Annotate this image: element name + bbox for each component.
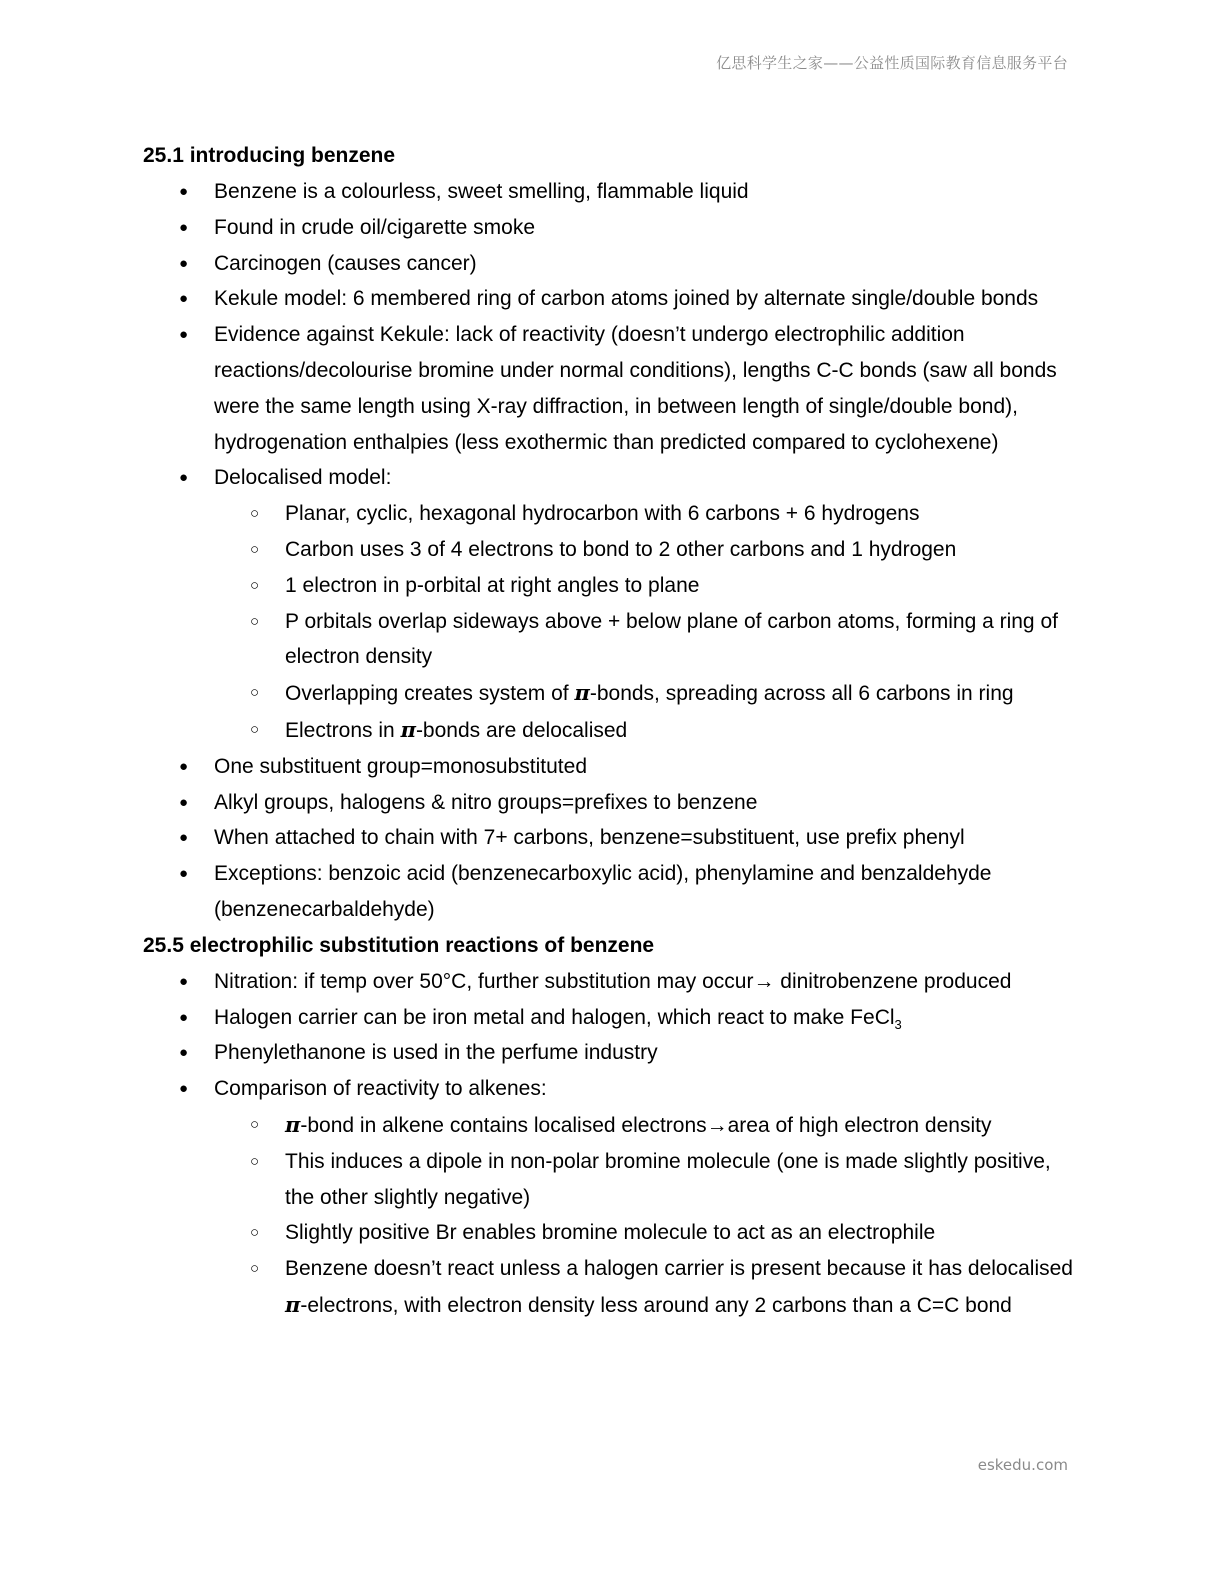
subscript: 3 [894, 1016, 902, 1032]
sub-list-item [214, 1251, 1083, 1324]
list-item: ● Carcinogen (causes cancer) [143, 246, 1083, 282]
text-segment: Halogen carrier can be iron metal and halogen, which react to make FeCl [214, 1005, 895, 1029]
pi-symbol: π [574, 680, 590, 706]
list-item [143, 1000, 1083, 1036]
bullet-list [143, 964, 1083, 1324]
sub-list-item: ○ Carbon uses 3 of 4 electrons to bond to 2 other carbons and 1 hydrogen [214, 532, 1083, 568]
sub-list-item: ○ Slightly positive Br enables bromine molecule to act as an electrophile [214, 1215, 1083, 1251]
text-segment: -bond in alkene contains localised electrons→area of high electron density [300, 1113, 992, 1137]
sub-list-item: ○ P orbitals overlap sideways above + below plane of carbon atoms, forming a ring of electron density [214, 604, 1083, 676]
sub-list-item [214, 712, 1083, 749]
sub-list-item [214, 1107, 1083, 1144]
list-item: ● Kekule model: 6 membered ring of carbon atoms joined by alternate single/double bonds [143, 281, 1083, 317]
list-item-label: Delocalised model: [214, 466, 392, 490]
section-heading-electrophilic-substitution: 25.5 electrophilic substitution reactions of benzene [143, 933, 655, 957]
list-item: ● When attached to chain with 7+ carbons, benzene=substituent, use prefix phenyl [143, 820, 1083, 856]
list-item-delocalised-model [143, 460, 1083, 748]
sub-list [214, 496, 1083, 749]
sub-list-item [214, 675, 1083, 712]
page-header: 亿思科学生之家——公益性质国际教育信息服务平台 [716, 54, 1068, 72]
list-item: ● Exceptions: benzoic acid (benzenecarboxylic acid), phenylamine and benzaldehyde (benzenecarbaldehyde) [143, 856, 1083, 928]
text-segment: -bonds, spreading across all 6 carbons in ring [589, 682, 1014, 706]
list-item: ● Benzene is a colourless, sweet smelling, flammable liquid [143, 174, 1083, 210]
sub-list-item: ○ 1 electron in p-orbital at right angles to plane [214, 568, 1083, 604]
text-segment: Overlapping creates system of [285, 682, 575, 706]
list-item-label: Comparison of reactivity to alkenes: [214, 1077, 547, 1101]
pi-symbol: π [285, 1291, 301, 1317]
pi-symbol: π [285, 1111, 301, 1137]
text-segment: -electrons, with electron density less around any 2 carbons than a C=C bond [300, 1293, 1012, 1317]
section-heading-benzene: 25.1 introducing benzene [143, 144, 396, 167]
text-segment: Benzene doesn’t react unless a halogen carrier is present because it has delocalised [285, 1257, 1073, 1281]
page-footer: eskedu.com [977, 1456, 1068, 1474]
list-item: ● Phenylethanone is used in the perfume industry [143, 1035, 1083, 1071]
list-item: ● Found in crude oil/cigarette smoke [143, 210, 1083, 246]
list-item: ● One substituent group=monosubstituted [143, 749, 1083, 785]
text-segment: -bonds are delocalised [415, 718, 628, 742]
document-body [143, 138, 1083, 1324]
list-item: ● Evidence against Kekule: lack of reactivity (doesn’t undergo electrophilic addition reactions/decolourise bromine under normal conditions), lengths C-C bonds (saw all bonds were the same length using X-ray diffraction, in between length of single/double bond), hydrogenation enthalpies (less exothermic than predicted compared to cyclohexene) [143, 317, 1083, 460]
sub-list-item: ○ This induces a dipole in non-polar bromine molecule (one is made slightly positive, the other slightly negative) [214, 1144, 1083, 1216]
list-item-comparison [143, 1071, 1083, 1324]
pi-symbol: π [400, 716, 416, 742]
text-segment: Electrons in [285, 718, 401, 742]
bullet-list [143, 174, 1083, 928]
list-item: ● Nitration: if temp over 50°C, further substitution may occur→ dinitrobenzene produced [143, 964, 1083, 1000]
list-item: ● Alkyl groups, halogens & nitro groups=prefixes to benzene [143, 785, 1083, 821]
sub-list [214, 1107, 1083, 1324]
sub-list-item: ○ Planar, cyclic, hexagonal hydrocarbon with 6 carbons + 6 hydrogens [214, 496, 1083, 532]
